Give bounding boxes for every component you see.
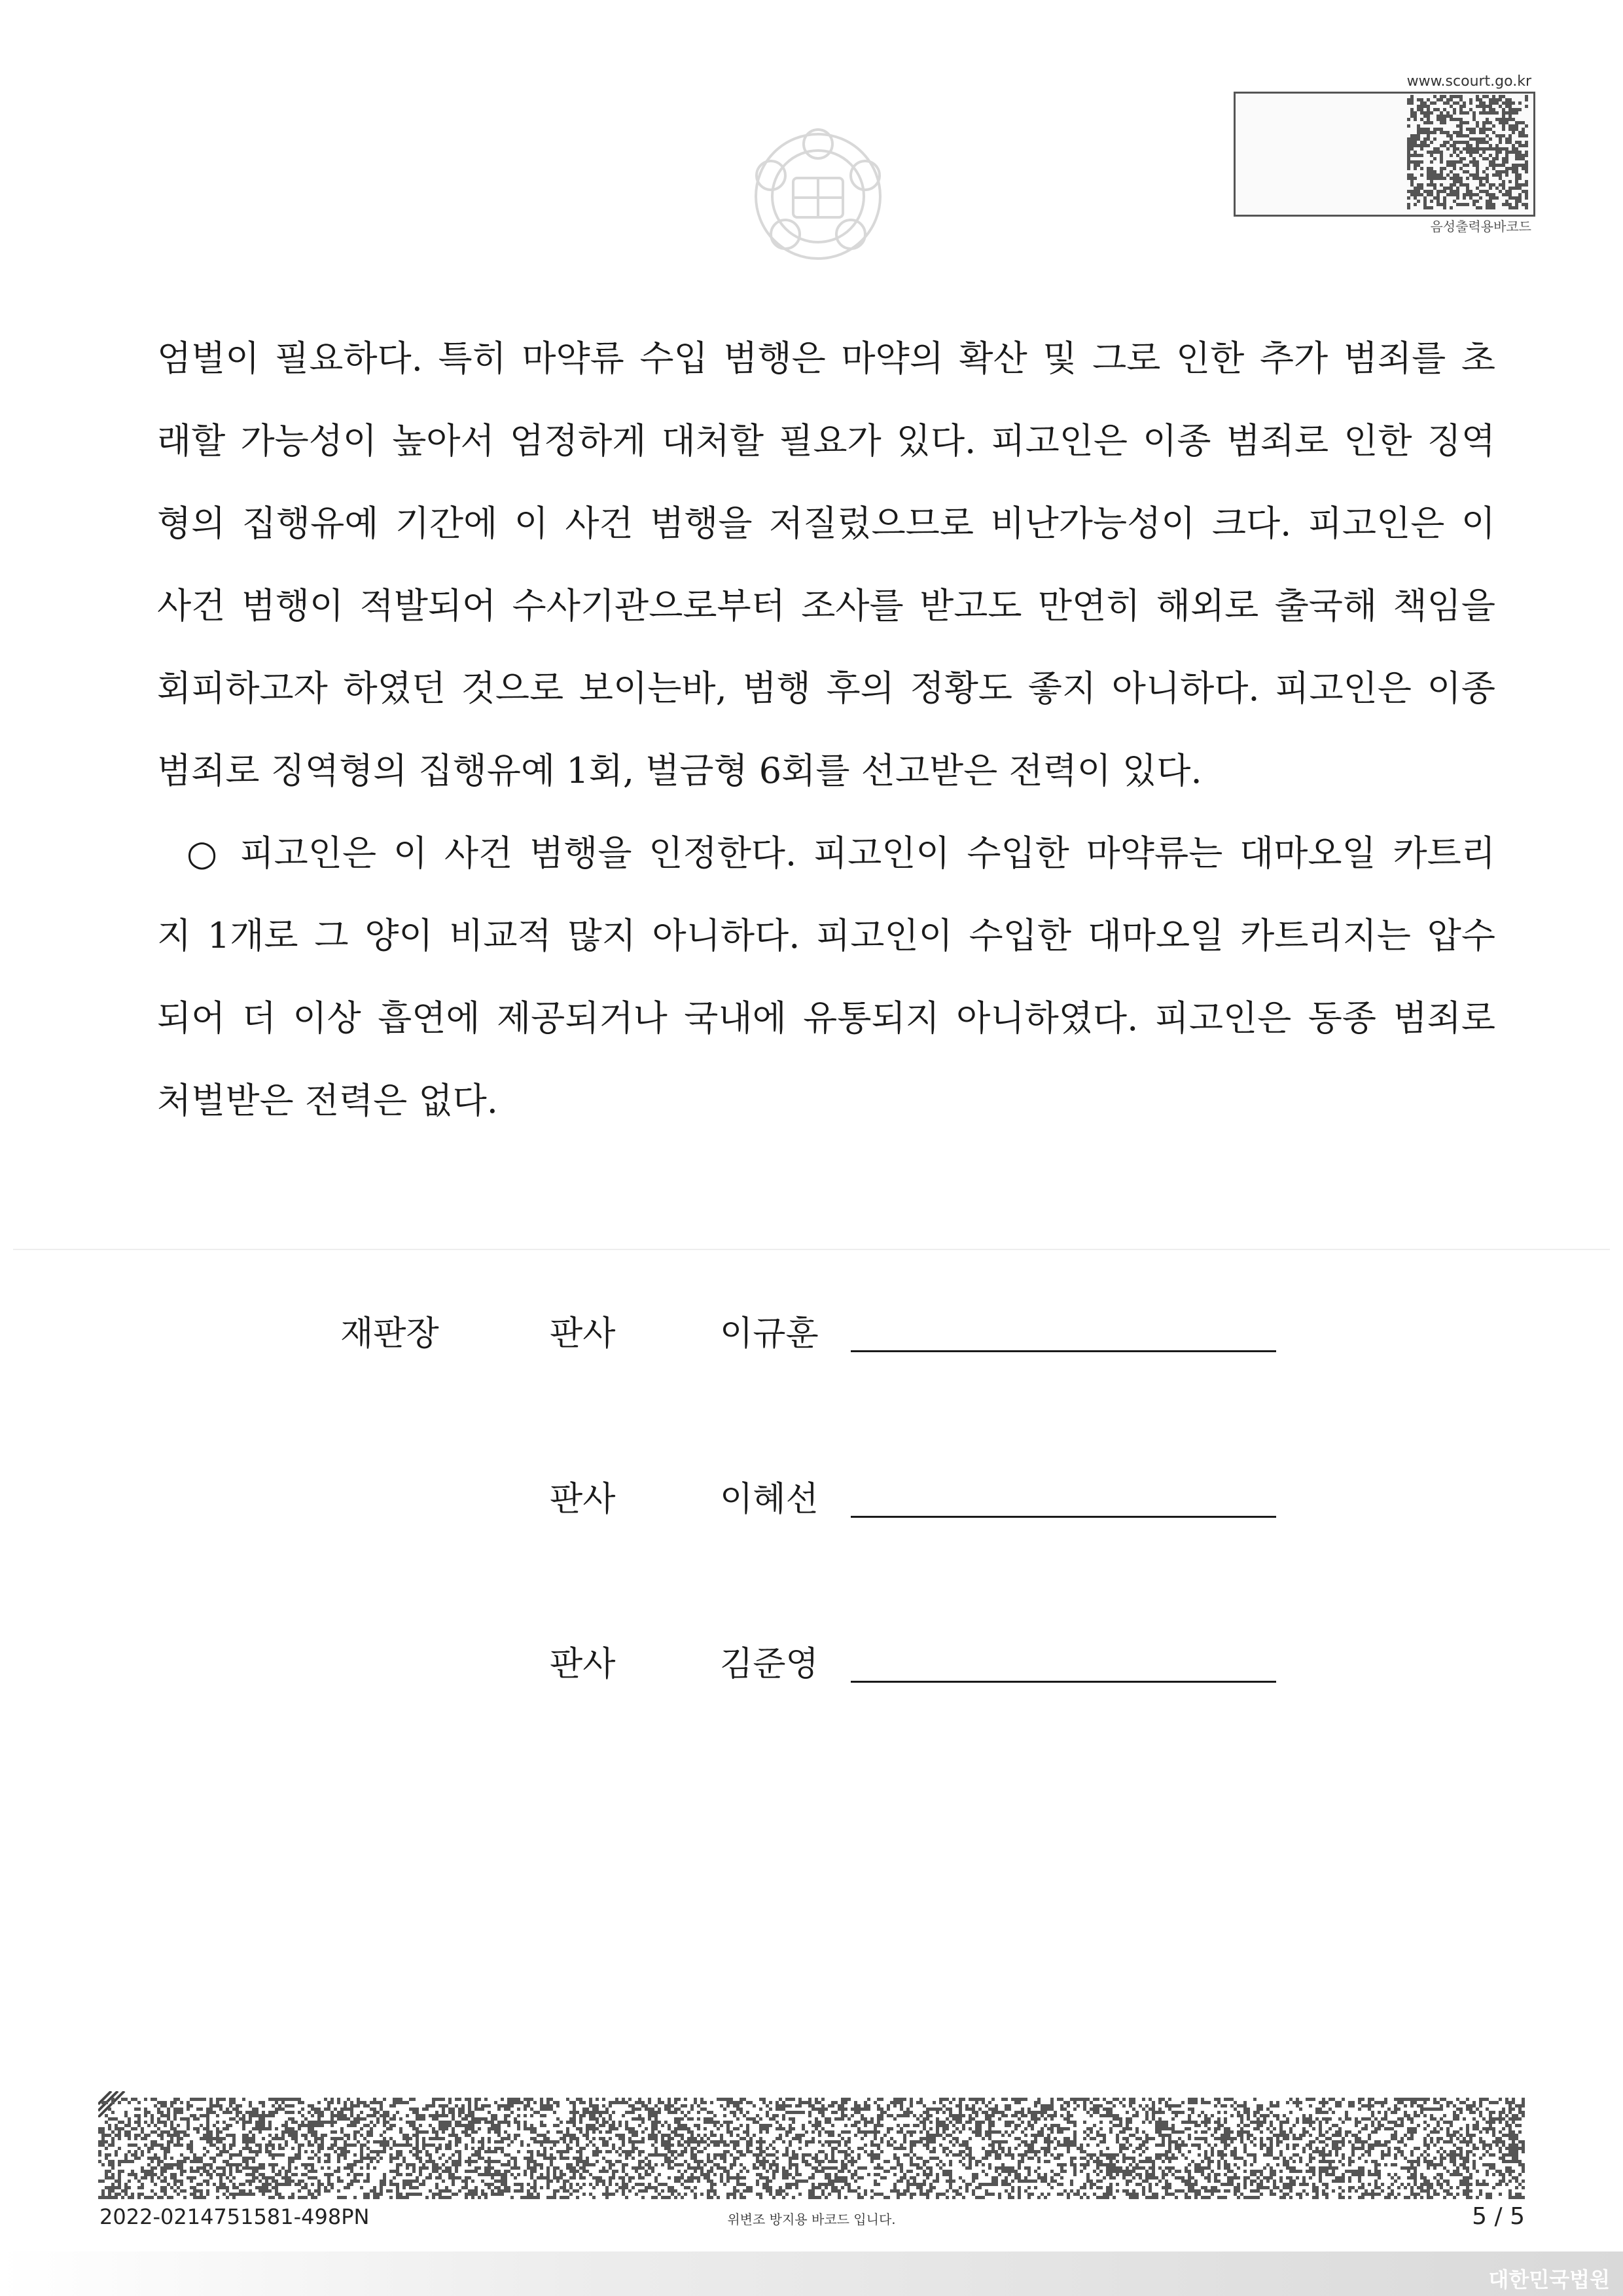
signature-title: 판사 <box>550 1314 616 1354</box>
signature-row <box>340 1636 1322 1689</box>
footer-band <box>0 2251 1623 2296</box>
signature-line <box>851 1350 1276 1352</box>
body-line: 사건 범행이 적발되어 수사기관으로부터 조사를 받고도 만연히 해외로 출국해 책임을 <box>157 585 1495 626</box>
page-number: 5 / 5 <box>1472 2203 1525 2230</box>
court-name-watermark: 대한민국법원 <box>1488 2267 1610 2292</box>
signature-line <box>851 1681 1276 1683</box>
body-line: 처벌받은 전력은 없다. <box>157 1080 498 1121</box>
body-line: 엄벌이 필요하다. 특히 마약류 수입 범행은 마약의 확산 및 그로 인한 추가 범죄를 초 <box>157 338 1495 379</box>
voice-barcode-label: 음성출력용바코드 <box>1430 219 1531 234</box>
section-divider <box>13 1249 1610 1250</box>
document-id: 2022-0214751581-498PN <box>99 2204 370 2229</box>
body-line: 형의 집행유예 기간에 이 사건 범행을 저질렀으므로 비난가능성이 크다. 피고인은 이 <box>157 503 1495 544</box>
signature-name: 김준영 <box>720 1645 819 1684</box>
body-line: ○ 피고인은 이 사건 범행을 인정한다. 피고인이 수입한 마약류는 대마오일 카트리 <box>187 833 1495 874</box>
anti-forgery-barcode-icon <box>98 2098 1525 2199</box>
signature-line <box>851 1516 1276 1518</box>
body-line: 되어 더 이상 흡연에 제공되거나 국내에 유통되지 아니하였다. 피고인은 동종 범죄로 <box>157 997 1495 1039</box>
voice-barcode-icon <box>1407 95 1528 209</box>
signature-role: 재판장 <box>340 1314 439 1354</box>
body-line: 범죄로 징역형의 집행유예 1회, 벌금형 6회를 선고받은 전력이 있다. <box>157 750 1202 791</box>
court-seal-icon <box>720 118 916 275</box>
body-line: 래할 가능성이 높아서 엄정하게 대처할 필요가 있다. 피고인은 이종 범죄로 인한 징역 <box>157 420 1495 461</box>
signature-title: 판사 <box>550 1645 616 1684</box>
signature-title: 판사 <box>550 1480 616 1519</box>
barcode-url: www.scourt.go.kr <box>1406 73 1531 90</box>
judgment-body <box>157 327 1495 1152</box>
signature-name: 이규훈 <box>720 1314 819 1354</box>
signature-name: 이혜선 <box>720 1480 819 1519</box>
barcode-note: 위변조 방지용 바코드 입니다. <box>727 2212 896 2227</box>
signature-row <box>340 1306 1322 1358</box>
body-line: 지 1개로 그 양이 비교적 많지 아니하다. 피고인이 수입한 대마오일 카트리지는 압수 <box>157 915 1495 956</box>
body-line: 회피하고자 하였던 것으로 보이는바, 범행 후의 정황도 좋지 아니하다. 피고인은 이종 <box>157 668 1495 709</box>
signature-row <box>340 1471 1322 1524</box>
